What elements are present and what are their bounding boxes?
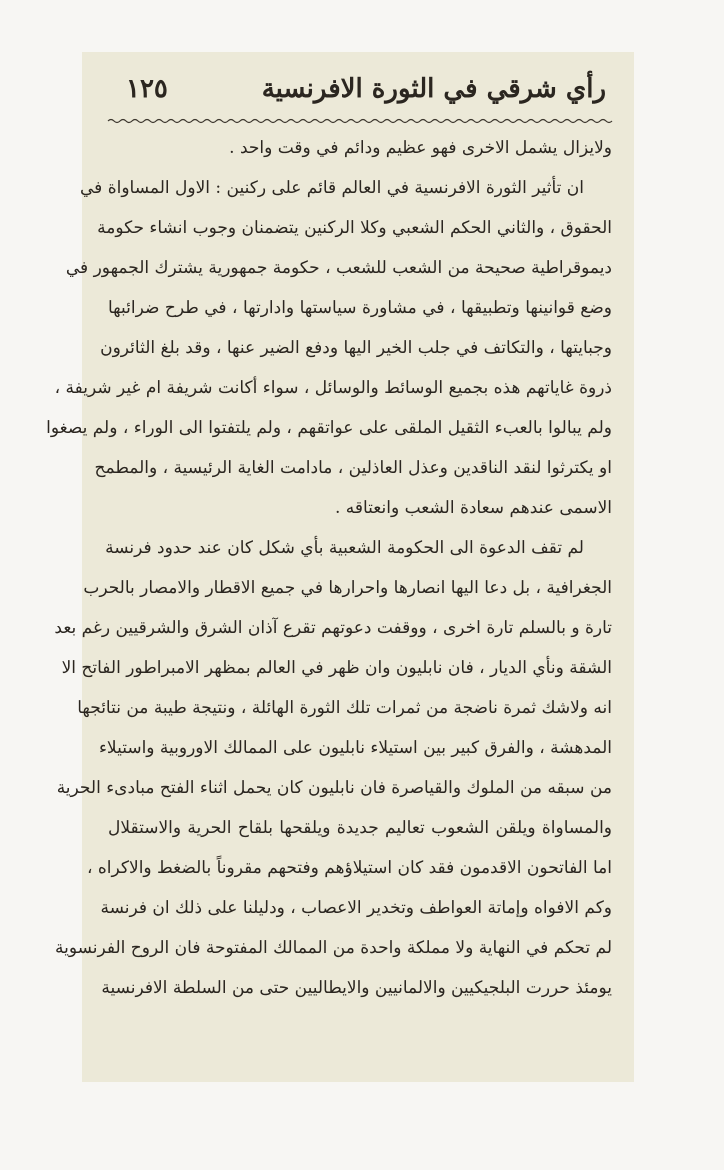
running-title: رأي شرقي في الثورة الافرنسية [261, 74, 606, 104]
text-line: الجغرافية ، بل دعا اليها انصارها واحرارها في جميع الاقطار والامصار بالحرب [83, 578, 612, 598]
text-line: وضع قوانينها وتطبيقها ، في مشاورة سياستها وادارتها ، في طرح ضرائبها [108, 298, 612, 318]
text-line: وكم الافواه وإماتة العواطف وتخدير الاعصاب ، ودليلنا على ذلك ان فرنسة [100, 898, 612, 918]
text-line: ولم يبالوا بالعبء الثقيل الملقى على عواتقهم ، ولم يلتفتوا الى الوراء ، ولم يصغوا [46, 418, 612, 438]
text-line: لم تقف الدعوة الى الحكومة الشعبية بأي شكل كان عند حدود فرنسة [105, 538, 584, 558]
page-body [46, 128, 612, 1008]
text-line: تارة و بالسلم تارة اخرى ، ووقفت دعوتهم تقرع آذان الشرق والشرقيين رغم بعد [54, 618, 612, 638]
text-line: انه ولاشك ثمرة ناضجة من ثمرات تلك الثورة الهائلة ، ونتيجة طيبة من نتائجها [77, 698, 612, 718]
text-line: من سبقه من الملوك والقياصرة فان نابليون كان يحمل اثناء الفتح مبادىء الحرية [56, 778, 612, 798]
text-line: الشقة ونأي الديار ، فان نابليون وان ظهر في العالم بمظهر الامبراطور الفاتح الا [61, 658, 612, 678]
text-line: لم تحكم في النهاية ولا مملكة واحدة من الممالك المفتوحة فان الروح الفرنسوية [55, 938, 612, 958]
scanned-page [46, 52, 634, 1082]
header-divider [108, 118, 612, 124]
text-line: ديموقراطية صحيحة من الشعب للشعب ، حكومة جمهورية يشترك الجمهور في [65, 258, 612, 278]
text-line: يومئذ حررت البلجيكيين والالمانيين والايطاليين حتى من السلطة الافرنسية [101, 978, 612, 998]
text-line: والمساواة ويلقن الشعوب تعاليم جديدة ويلقحها بلقاح الحرية والاستقلال [108, 818, 612, 838]
page-number: ١٢٥ [126, 74, 168, 104]
book-page [46, 72, 612, 1082]
text-line: وجبايتها ، والتكاتف في جلب الخير اليها ودفع الضير عنها ، وقد بلغ الثائرون [100, 338, 612, 358]
page-header [108, 72, 612, 116]
text-line: او يكترثوا لنقد الناقدين وعذل العاذلين ، مادامت الغاية الرئيسية ، والمطمح [94, 458, 612, 478]
text-line: المدهشة ، والفرق كبير بين استيلاء نابليون على الممالك الاوروبية واستيلاء [98, 738, 612, 758]
text-line: الاسمى عندهم سعادة الشعب وانعتاقه . [334, 498, 612, 518]
text-line: ان تأثير الثورة الافرنسية في العالم قائم على ركنين : الاول المساواة في [80, 178, 584, 198]
text-line: ذروة غاياتهم هذه بجميع الوسائط والوسائل ، سواء أكانت شريفة ام غير شريفة ، [54, 378, 612, 398]
text-line: ولايزال يشمل الاخرى فهو عظيم ودائم في وقت واحد . [229, 138, 612, 158]
text-line: اما الفاتحون الاقدمون فقد كان استيلاؤهم وفتحهم مقروناً بالضغط والاكراه ، [87, 858, 612, 878]
text-line: الحقوق ، والثاني الحكم الشعبي وكلا الركنين يتضمنان وجوب انشاء حكومة [97, 218, 612, 238]
